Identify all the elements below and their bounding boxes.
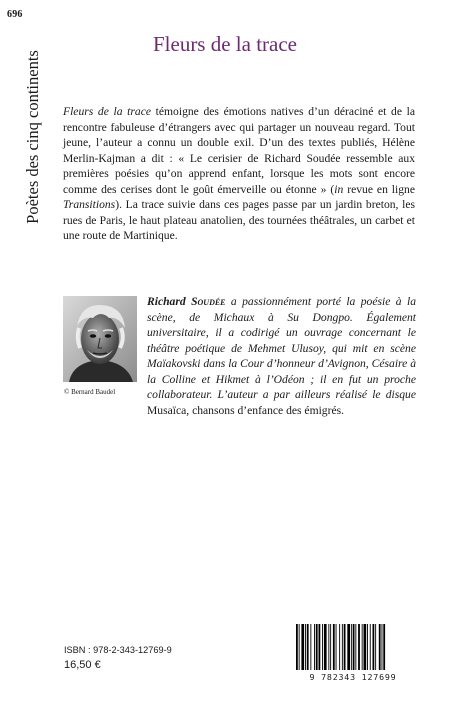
price: 16,50 € [64,659,101,671]
barcode [292,622,414,682]
barcode-bar [310,624,311,670]
barcode-bar [328,624,329,670]
series-title: Poètes des cinq continents [23,50,42,224]
barcode-bar [362,624,363,670]
barcode-bar [333,624,335,670]
barcode-bar [353,624,355,670]
author-bio-text: a passionnément porté la poésie à la scène, de Michaux à Su Dongpo. Également universitaire, il a codirigé un ouvrage concernant le théâtre poétique de Mehmet Ulusoy, qui mit en scène Maïakovski dans la Cour d’honneur d’Avignon, Césaire à la Colline et Hikmet à l’Odéon ; il en fut un proche collaborateur. L’auteur a par ailleurs réalisé le disque [147,295,416,402]
barcode-bar [358,624,360,670]
author-last-name: Soudée [191,295,226,308]
barcode-bar [324,624,327,670]
barcode-bar [383,624,385,670]
description-text: témoigne des émotions natives d’un déraciné et de la rencontre fabuleuse d’étrangers avec qui partager un nouveau regard. Tout jeune, l’auteur a connu un double exil. D’un des textes publiés, Hélène Merlin-Kajman a dit : « Le cerisier de Richard Soudée ressemble aux premières poésies qu’on apprend enfant, lorsque les mots sont encore comme des cerises dont le goût émerveille ou étonne » ( [63,105,416,196]
barcode-bar [373,624,375,670]
description-in: in [334,182,344,196]
series-number: 696 [7,9,23,20]
barcode-number: 9 782343 127699 [309,672,397,682]
barcode-bar [382,624,383,670]
author-first-name: Richard [147,295,186,308]
barcode-bar [342,624,343,670]
description-text-3: ). La trace suivie dans ces pages passe par un jardin breton, les rues de Paris, le haut plateau anatolien, des tournées théâtrales, un carbet et une route de Martinique. [63,198,415,243]
barcode-bar [336,624,337,670]
author-bio [147,294,416,418]
barcode-bar [316,624,318,670]
description-paragraph [63,104,415,244]
barcode-bar [379,624,381,670]
barcode-bar [375,624,376,670]
album-title: Musaïca, chansons d’enfance des émigrés. [147,403,345,417]
book-title: Fleurs de la trace [152,32,298,56]
barcode-bar [319,624,321,670]
barcode-bar [299,624,300,670]
barcode-bar [330,624,331,670]
description-text-2: revue en ligne [343,182,415,196]
isbn: ISBN : 978-2-343-12769-9 [64,645,172,655]
barcode-bar [296,624,298,670]
description-journal: Transitions [63,198,116,212]
photo-credit: © Bernard Baudel [64,388,116,396]
author-photo [63,296,137,382]
barcode-bar [351,624,352,670]
barcode-bar [364,624,367,670]
barcode-bar [314,624,315,670]
barcode-bar [339,624,340,670]
barcode-bars [292,622,414,672]
barcode-bar [370,624,371,670]
barcode-bar [355,624,356,670]
barcode-bar [347,624,350,670]
barcode-bar [307,624,309,670]
barcode-bar [367,624,368,670]
barcode-bar [322,624,323,670]
barcode-bar [301,624,304,670]
description-book-title: Fleurs de la trace [63,105,152,118]
barcode-bar [344,624,346,670]
barcode-bar [305,624,306,670]
